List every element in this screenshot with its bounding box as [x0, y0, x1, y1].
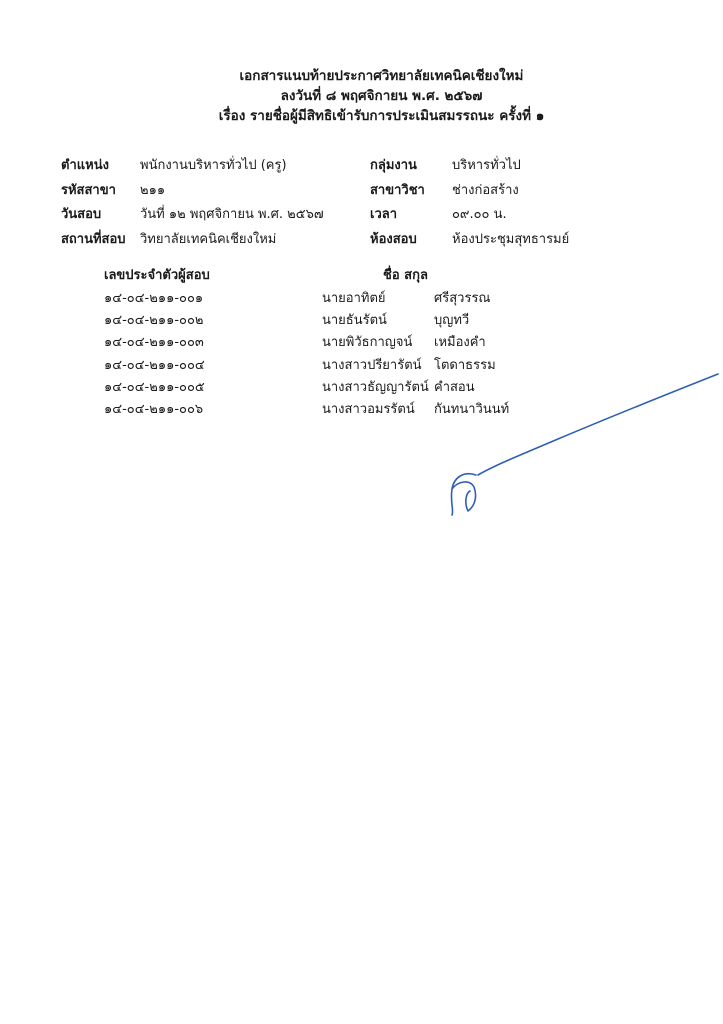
handwritten-signature: [440, 365, 723, 525]
header-date: ลงวันที่ ๘ พฤศจิกายน พ.ศ. ๒๕๖๗: [280, 88, 483, 104]
list-item: [0, 289, 723, 311]
candidate-list-header: [0, 264, 723, 286]
candidate-exam-id: ๑๔-๐๔-๒๑๑-๐๐๔: [104, 357, 205, 373]
info-label-exam-date: วันสอบ: [61, 207, 102, 222]
candidate-exam-id: ๑๔-๐๔-๒๑๑-๐๐๖: [104, 401, 204, 417]
candidate-last-name: กันทนาวินนท์: [434, 401, 510, 417]
candidate-last-name: คำสอน: [434, 379, 475, 395]
candidate-first-name: นางสาวธัญญารัตน์: [322, 379, 429, 395]
column-header-exam-id: เลขประจำตัวผู้สอบ: [104, 268, 210, 283]
info-value-branch-code: ๒๑๑: [140, 182, 166, 198]
info-value-exam-date: วันที่ ๑๒ พฤศจิกายน พ.ศ. ๒๕๖๗: [140, 207, 324, 222]
info-value-exam-place: วิทยาลัยเทคนิคเชียงใหม่: [140, 231, 277, 247]
info-label-branch-code: รหัสสาขา: [61, 182, 116, 198]
info-value-position: พนักงานบริหารทั่วไป (ครู): [140, 158, 287, 173]
info-value-major: ช่างก่อสร้าง: [452, 182, 519, 198]
header-subject: เรื่อง รายชื่อผู้มีสิทธิเข้ารับการประเมินสมรรถนะ ครั้งที่ ๑: [218, 108, 545, 124]
info-label-exam-place: สถานที่สอบ: [61, 231, 126, 247]
candidate-exam-id: ๑๔-๐๔-๒๑๑-๐๐๑: [104, 291, 204, 306]
candidate-exam-id: ๑๔-๐๔-๒๑๑-๐๐๕: [104, 379, 205, 395]
candidate-first-name: นางสาวปรียารัตน์: [322, 357, 422, 373]
candidate-last-name: ศรีสุวรรณ: [434, 291, 491, 306]
candidate-last-name: บุญทวี: [434, 313, 470, 329]
list-item: [0, 333, 723, 355]
column-header-name: ชื่อ สกุล: [383, 268, 428, 283]
candidate-exam-id: ๑๔-๐๔-๒๑๑-๐๐๓: [104, 335, 204, 351]
candidate-first-name: นายอาทิตย์: [322, 291, 386, 306]
info-value-time: ๐๙.๐๐ น.: [452, 207, 507, 222]
header-title: เอกสารแนบท้ายประกาศวิทยาลัยเทคนิคเชียงใหม่: [239, 68, 524, 84]
candidate-exam-id: ๑๔-๐๔-๒๑๑-๐๐๒: [104, 313, 204, 329]
candidate-last-name: เหมืองคำ: [434, 335, 486, 351]
info-label-major: สาขาวิชา: [370, 182, 425, 198]
info-label-workgroup: กลุ่มงาน: [370, 158, 417, 173]
info-label-position: ตำแหน่ง: [61, 158, 109, 173]
info-value-exam-room: ห้องประชุมสุทธารมย์: [452, 231, 570, 247]
candidate-first-name: นายธันรัตน์: [322, 313, 387, 329]
info-label-exam-room: ห้องสอบ: [370, 231, 417, 247]
document-header: [0, 66, 723, 126]
info-label-time: เวลา: [370, 207, 398, 222]
candidate-last-name: โตดาธรรม: [434, 357, 496, 373]
candidate-first-name: นางสาวอมรรัตน์: [322, 401, 415, 417]
info-value-workgroup: บริหารทั่วไป: [452, 158, 521, 173]
candidate-first-name: นายพิวัธกาญจน์: [322, 335, 413, 351]
list-item: [0, 311, 723, 333]
